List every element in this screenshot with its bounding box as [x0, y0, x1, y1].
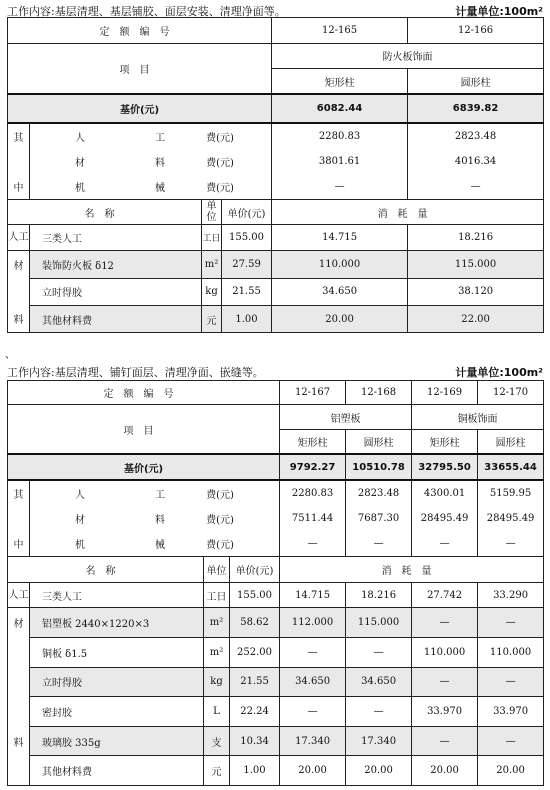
labor-unit: 工日: [202, 225, 222, 251]
material-value: —: [478, 608, 544, 638]
material-price: 252.00: [230, 638, 280, 668]
material-price: 21.55: [230, 667, 280, 697]
group-label: 铜板饰面: [412, 405, 544, 429]
name-header: 名称: [8, 199, 202, 225]
code-cell: 12-170: [478, 381, 544, 405]
material-name: 其他材料费: [30, 306, 202, 333]
fee-row-label: [30, 506, 280, 532]
material-value: —: [412, 608, 478, 638]
item-label: 项目: [8, 405, 280, 454]
fee-row-label: [30, 123, 272, 149]
zhong-label: 中: [8, 174, 30, 200]
material-value: 34.650: [346, 667, 412, 697]
material-value: —: [412, 667, 478, 697]
base-price-label: 基价(元): [8, 94, 272, 123]
work-content: 工作内容:基层清理、铺钉面层、清理净面、嵌缝等。: [7, 366, 264, 379]
blank-cell: [8, 148, 30, 174]
fee-char-b: 料: [155, 515, 165, 527]
cai-label: 材: [8, 250, 30, 278]
labor-value: 18.216: [408, 225, 544, 251]
fee-value: 2280.83: [272, 123, 408, 149]
qi-label: 其: [8, 123, 30, 149]
material-name: 装饰防火板 δ12: [30, 250, 202, 278]
measure-unit: 计量单位:100m²: [455, 5, 543, 18]
material-value: 34.650: [280, 667, 346, 697]
group-label: 防火板饰面: [272, 43, 544, 69]
code-cell: 12-169: [412, 381, 478, 405]
fee-char-c: 费(元): [206, 540, 234, 552]
material-value: 112.000: [280, 608, 346, 638]
subcol-label: 圆形柱: [408, 69, 544, 95]
material-price: 1.00: [222, 306, 272, 333]
base-price-label: 基价(元): [8, 454, 280, 481]
code-cell: 12-165: [272, 18, 408, 44]
material-name: 立时得胶: [30, 278, 202, 306]
subcol-label: 矩形柱: [272, 69, 408, 95]
subcol-label: 圆形柱: [346, 429, 412, 453]
material-unit: 元: [202, 306, 222, 333]
fee-value: —: [280, 531, 346, 557]
price-header: 单价(元): [222, 199, 272, 225]
name-header: 名称: [8, 557, 204, 583]
price-header: 单价(元): [230, 557, 280, 583]
zhong-label: 中: [8, 531, 30, 557]
labor-name: 三类人工: [30, 582, 204, 608]
material-name: 密封胶: [30, 697, 204, 727]
fee-row-label: [30, 531, 280, 557]
code-cell: 12-168: [346, 381, 412, 405]
unit-header: 单位: [202, 199, 222, 225]
quota-table-2: [7, 380, 544, 786]
material-value: 20.00: [412, 756, 478, 786]
labor-price: 155.00: [230, 582, 280, 608]
material-value: —: [346, 638, 412, 668]
material-value: —: [412, 726, 478, 756]
material-unit: kg: [204, 667, 230, 697]
material-price: 22.24: [230, 697, 280, 727]
fee-value: —: [272, 174, 408, 200]
liao-label: 料: [8, 726, 30, 756]
material-unit: m²: [202, 250, 222, 278]
subcol-label: 矩形柱: [412, 429, 478, 453]
fee-char-a: 机: [75, 540, 85, 552]
unit-header: 单位: [204, 557, 230, 583]
material-value: 38.120: [408, 278, 544, 306]
material-value: —: [478, 667, 544, 697]
code-cell: 12-166: [408, 18, 544, 44]
fee-char-c: 费(元): [206, 157, 234, 169]
material-name: 立时得胶: [30, 667, 204, 697]
material-value: 110.000: [478, 638, 544, 668]
material-price: 21.55: [222, 278, 272, 306]
labor-value: 14.715: [280, 582, 346, 608]
material-value: —: [478, 726, 544, 756]
blank-cell: [8, 638, 30, 668]
fee-value: —: [346, 531, 412, 557]
fee-row-label: [30, 174, 272, 200]
material-value: —: [346, 697, 412, 727]
fee-char-c: 费(元): [206, 182, 234, 194]
base-price-value: 9792.27: [280, 454, 346, 481]
blank-cell: [8, 506, 30, 532]
material-name: 玻璃胶 335g: [30, 726, 204, 756]
base-price-value: 6082.44: [272, 94, 408, 123]
fee-value: 7687.30: [346, 506, 412, 532]
labor-value: 27.742: [412, 582, 478, 608]
category-label: 人工: [8, 225, 30, 251]
labor-value: 18.216: [346, 582, 412, 608]
fee-value: 5159.95: [478, 480, 544, 506]
material-value: 22.00: [408, 306, 544, 333]
material-value: 20.00: [478, 756, 544, 786]
group-label: 铝塑板: [280, 405, 412, 429]
material-price: 1.00: [230, 756, 280, 786]
consumption-header: 消耗量: [272, 199, 544, 225]
material-value: 20.00: [272, 306, 408, 333]
blank-cell: [8, 278, 30, 306]
fee-char-c: 费(元): [206, 490, 234, 502]
labor-value: 33.290: [478, 582, 544, 608]
fee-char-c: 费(元): [206, 515, 234, 527]
cai-label: 材: [8, 608, 30, 638]
fee-value: 4300.01: [412, 480, 478, 506]
base-price-value: 6839.82: [408, 94, 544, 123]
labor-name: 三类人工: [30, 225, 202, 251]
quota-label: 定额编号: [8, 381, 280, 405]
fee-value: —: [478, 531, 544, 557]
base-price-value: 10510.78: [346, 454, 412, 481]
quota-table-1: [7, 17, 544, 333]
material-value: —: [280, 697, 346, 727]
material-name: 其他材料费: [30, 756, 204, 786]
blank-cell: [8, 697, 30, 727]
labor-unit: 工日: [204, 582, 230, 608]
material-value: 20.00: [280, 756, 346, 786]
fee-value: 28495.49: [478, 506, 544, 532]
fee-value: 7511.44: [280, 506, 346, 532]
blank-cell: [8, 756, 30, 786]
subcol-label: 圆形柱: [478, 429, 544, 453]
material-unit: 支: [204, 726, 230, 756]
subcol-label: 矩形柱: [280, 429, 346, 453]
fee-char-b: 械: [155, 540, 165, 552]
material-name: 铜板 δ1.5: [30, 638, 204, 668]
fee-value: 2823.48: [408, 123, 544, 149]
fee-value: —: [412, 531, 478, 557]
material-value: 34.650: [272, 278, 408, 306]
material-name: 铝塑板 2440×1220×3: [30, 608, 204, 638]
fee-char-c: 费(元): [206, 132, 234, 144]
item-label: 项目: [8, 43, 272, 94]
material-value: 110.000: [412, 638, 478, 668]
measure-unit: 计量单位:100m²: [455, 366, 543, 379]
fee-value: 3801.61: [272, 148, 408, 174]
fee-char-a: 人: [75, 132, 85, 144]
fee-char-a: 材: [75, 515, 85, 527]
blank-cell: [8, 667, 30, 697]
material-value: 20.00: [346, 756, 412, 786]
material-unit: m²: [204, 638, 230, 668]
fee-value: 4016.34: [408, 148, 544, 174]
labor-price: 155.00: [222, 225, 272, 251]
fee-char-b: 料: [155, 157, 165, 169]
fee-char-b: 工: [155, 490, 165, 502]
quota-label: 定额编号: [8, 18, 272, 44]
material-value: 115.000: [346, 608, 412, 638]
material-value: 33.970: [412, 697, 478, 727]
fee-row-label: [30, 148, 272, 174]
fee-char-a: 材: [75, 157, 85, 169]
material-value: 33.970: [478, 697, 544, 727]
fee-row-label: [30, 480, 280, 506]
fee-value: —: [408, 174, 544, 200]
section2-header: [7, 364, 543, 380]
consumption-header: 消耗量: [280, 557, 544, 583]
fee-char-b: 械: [155, 182, 165, 194]
separator-mark: 、: [5, 350, 15, 361]
material-price: 27.59: [222, 250, 272, 278]
material-value: —: [280, 638, 346, 668]
material-price: 58.62: [230, 608, 280, 638]
fee-char-a: 人: [75, 490, 85, 502]
base-price-value: 32795.50: [412, 454, 478, 481]
category-label: 人工: [8, 582, 30, 608]
work-content: 工作内容:基层清理、基层铺胶、面层安装、清理净面等。: [7, 5, 286, 18]
qi-label: 其: [8, 480, 30, 506]
material-unit: 元: [204, 756, 230, 786]
material-unit: m²: [204, 608, 230, 638]
fee-char-a: 机: [75, 182, 85, 194]
fee-value: 2280.83: [280, 480, 346, 506]
liao-label: 料: [8, 306, 30, 333]
material-unit: L: [204, 697, 230, 727]
fee-value: 2823.48: [346, 480, 412, 506]
material-price: 10.34: [230, 726, 280, 756]
fee-char-b: 工: [155, 132, 165, 144]
material-value: 17.340: [280, 726, 346, 756]
base-price-value: 33655.44: [478, 454, 544, 481]
material-value: 115.000: [408, 250, 544, 278]
material-value: 17.340: [346, 726, 412, 756]
material-unit: kg: [202, 278, 222, 306]
code-cell: 12-167: [280, 381, 346, 405]
fee-value: 28495.49: [412, 506, 478, 532]
material-value: 110.000: [272, 250, 408, 278]
labor-value: 14.715: [272, 225, 408, 251]
